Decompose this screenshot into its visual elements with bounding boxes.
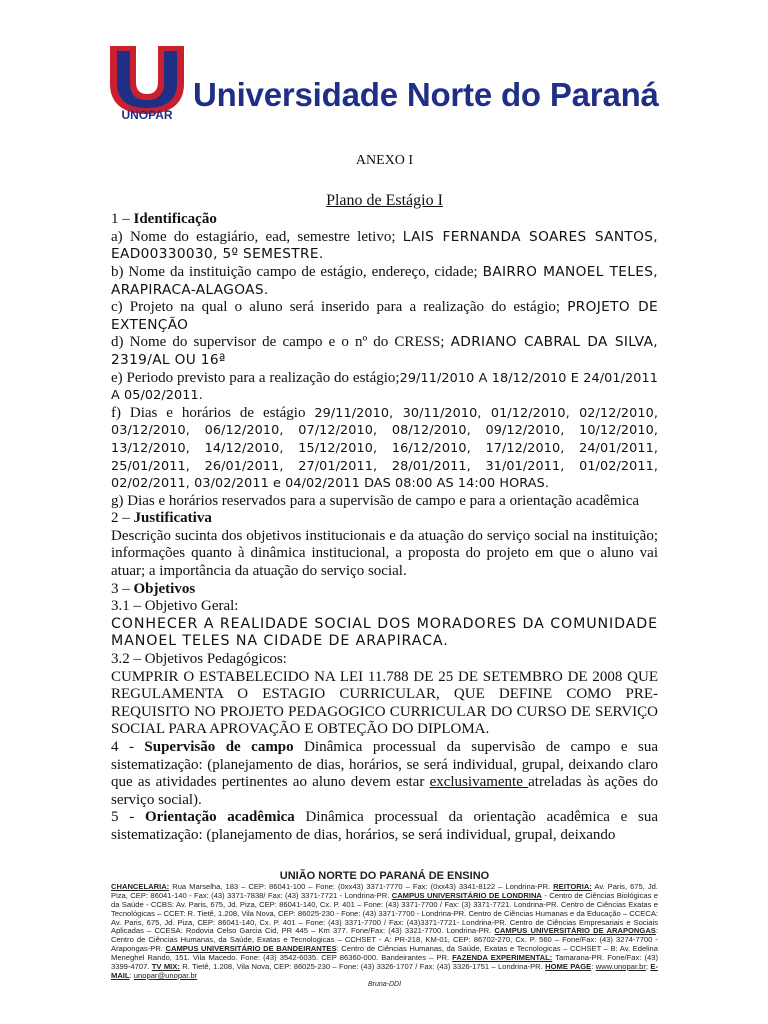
footer-addresses xyxy=(111,883,658,981)
footer-label-homepage: HOME PAGE xyxy=(545,962,592,972)
homepage-link[interactable]: www.unopar.br xyxy=(595,962,646,972)
item-b-value: BAIRRO MANOEL TELES, ARAPIRACA-ALAGOAS. xyxy=(111,263,658,298)
footer-label-campus-bandeirantes: CAMPUS UNIVERSITÁRIO DE BANDEIRANTES xyxy=(165,944,337,954)
section-orientacao xyxy=(111,809,658,844)
item-c-label: c) Projeto na qual o aluno será inserido para a realização do estágio; xyxy=(111,299,568,316)
item-b-label: b) Nome da instituição campo de estágio, endereço, cidade; xyxy=(111,263,483,280)
section-supervisao xyxy=(111,739,658,809)
section-title: Objetivos xyxy=(133,580,196,597)
item-b xyxy=(111,264,658,299)
supervisao-body-a: Dinâmica processual da supervisão de campo e sua sistematização: (planejamento de dias, horários, se será individual, grupal, deixando claro que as atividades pertinentes ao aluno devem estar xyxy=(111,739,658,791)
footer-text: - Centro de Ciências Biológicas e da Saúde - CCBS: Av. Paris, 675, Jd. Piza, CEP: 86041-140, Cx. P. 401 – Fone: (43) 3371-7700 / Fax: (3) 3371-7721. Londrina-PR. Centro de Ciências Exatas e Tecnológicas – CCET: R. Tietê, 1.208, Vila Nova, CEP: 86025-230 - Fone: (43) 3371-7700 - Londrina-PR. Centro de Ciências Humanas e da Educação – CCECA: Av. Paris, 675, Jd. Piza, CEP: 86041-140, Cx. P. 401 – Fone: (43) 3371-7700 / Fax: (43)3371-7721- Londrina-PR. Centro de Ciências Empresariais e Sociais Aplicadas – CCESA: Rodovia Celso Garcia Cid, PR 445 – Km 377. Fone/Fax: (43) 3321-7700. Londrina-PR. xyxy=(111,890,658,936)
footer-label-chancelaria: CHANCELARIA: xyxy=(111,881,170,891)
footer-text: Av. Paris, 675, Jd. Piza, CEP: 86041-140 - Fax: (43) 3371-7838/ Fax: (43) 3371-7721 - Londrina-PR. xyxy=(111,881,658,900)
objetivos-pedagogicos-body: CUMPRIR O ESTABELECIDO NA LEI 11.788 DE 25 DE SETEMBRO DE 2008 QUE REGULAMENTA O ESTAGIO CURRICULAR, QUE DEFINE COMO PRE-REQUISITO NO PROJETO PEDAGOGICO CURRICULAR DO CURSO DE SERVIÇO SOCIAL PARA APROVAÇÃO E OBTEÇÃO DO DIPLOMA. xyxy=(111,668,658,738)
footer-text: Rua Marselha, 183 – CEP: 86041-100 – Fone: (0xx43) 3371-7770 – Fax: (0xx43) 3341-8122 – Londrina-PR. xyxy=(169,881,554,891)
item-c xyxy=(111,299,658,334)
footer-title: UNIÃO NORTE DO PARANÁ DE ENSINO xyxy=(279,870,490,882)
supervisao-body-b: atreladas às ações do serviço social). xyxy=(111,774,659,808)
footer-label-email: E-MAIL xyxy=(111,962,658,980)
section-number: 4 - xyxy=(111,739,145,755)
footer-text: : Centro de Ciências Humanas, da Saúde, Exatas e Tecnologicas – CCHSET - A: PR-218, KM-01, CEP: 86702-270, Cx. P. 560 – Fone/Fax: (43) 3274-7700 - Arapongas-PR. xyxy=(111,926,659,954)
annex-label: ANEXO I xyxy=(355,153,414,168)
section-title: Justificativa xyxy=(133,510,212,527)
item-a-value: LAIS FERNANDA SOARES SANTOS, EAD00330030, 5º SEMESTRE. xyxy=(111,228,658,263)
item-c-value: PROJETO DE EXTENÇÃO xyxy=(111,299,658,333)
item-e xyxy=(111,370,658,405)
section-number: 5 - xyxy=(111,809,145,826)
justificativa-body: Descrição sucinta dos objetivos institucionais e da atuação do serviço social na instituição; informações quanto à dinâmica institucional, a proposta do projeto em que o aluno vai atuar; a importância da atuação do serviço social. xyxy=(111,527,658,580)
footer-text: R. Tietê, 1.208, Vila Nova, CEP: 86025-230 – Fone: (43) 3326-1707 / Fax: (43) 3326-1751 – Londrina-PR. xyxy=(179,962,546,972)
objetivos-pedagogicos-label: 3.2 – Objetivos Pedagógicos: xyxy=(111,651,287,668)
footer-label-campus-londrina: CAMPUS UNIVERSITÁRIO DE LONDRINA xyxy=(391,890,542,900)
footer-label-fazenda: FAZENDA EXPERIMENTAL: xyxy=(452,953,553,963)
item-d xyxy=(111,334,658,369)
item-e-label: e) Periodo previsto para a realização do estágio; xyxy=(111,369,400,386)
item-a-label: a) Nome do estagiário, ead, semestre letivo; xyxy=(111,228,403,245)
item-d-value: ADRIANO CABRAL DA SILVA, 2319/AL OU 16ª xyxy=(111,334,658,368)
footer-text: : Centro de Ciências Humanas, da Saúde, Exatas e Tecnologicas – CCHSET – B: Av. Edelina Meneghel Rando, 151. Vila Macedo. Fone: (43) 3542-6035. CEP 86360-000. Bandeirantes – PR. xyxy=(111,944,658,963)
footer-label-campus-arapongas: CAMPUS UNIVERSITÁRIO DE ARAPONGAS xyxy=(494,926,656,936)
item-f-value: 29/11/2010, 30/11/2010, 01/12/2010, 02/12/2010, 03/12/2010, 06/12/2010, 07/12/2010, 08/12/2010, 09/12/2010, 10/12/2010, 13/12/2010, 14/12/2010, 15/12/2010, 16/12/2010, 17/12/2010, 24/01/2011, 25/01/2011, 26/01/2011, 27/01/2011, 28/01/2011, 31/01/2011, 01/02/2011, 02/02/2011, 03/02/2011 e 04/02/2011 DAS 08:00 AS 14:00 HORAS. xyxy=(111,405,658,492)
document-footer xyxy=(111,872,658,990)
section-justificativa xyxy=(111,510,658,528)
section-number: 3 – xyxy=(111,580,134,597)
objetivo-geral-label: 3.1 – Objetivo Geral: xyxy=(111,598,239,615)
email-link[interactable]: unopar@unopar.br xyxy=(133,970,198,980)
university-name: Universidade Norte do Paraná xyxy=(193,76,659,113)
footer-text: : xyxy=(591,962,596,972)
footer-text: Tamarana-PR. Fone/Fax: (43) 3399-4707. xyxy=(111,953,659,972)
footer-text: : xyxy=(129,970,134,980)
section-identificacao xyxy=(111,211,658,229)
document-header xyxy=(108,44,728,120)
item-a xyxy=(111,229,658,264)
footer-signature: Bruna-DDI xyxy=(367,980,402,988)
item-g: g) Dias e horários reservados para a supervisão de campo e para a orientação acadêmica xyxy=(111,492,640,509)
section-number: 2 – xyxy=(111,510,134,527)
document-body xyxy=(111,152,658,845)
section-title: Supervisão de campo xyxy=(144,739,294,755)
plan-title: Plano de Estágio I xyxy=(326,191,443,209)
logo-text: UNOPAR xyxy=(121,108,173,120)
item-e-value: 29/11/2010 A 18/12/2010 E 24/01/2011 A 05/02/2011. xyxy=(111,370,659,404)
objetivo-geral-body: CONHECER A REALIDADE SOCIAL DOS MORADORES DA COMUNIDADE MANOEL TELES NA CIDADE DE ARAPIRACA. xyxy=(111,615,658,650)
orientacao-body: Dinâmica processual da orientação acadêmica e sua sistematização: (planejamento de dias, horários, se será individual, grupal, deixando xyxy=(111,809,659,843)
footer-text: ; xyxy=(645,962,651,972)
footer-label-tvmix: TV MIX: xyxy=(151,962,180,972)
item-f xyxy=(111,405,658,493)
section-title: Orientação acadêmica xyxy=(144,809,295,826)
footer-label-reitoria: REITORIA: xyxy=(553,881,592,891)
section-number: 1 – xyxy=(111,211,134,228)
section-title: Identificação xyxy=(133,211,217,228)
item-f-label: f) Dias e horários de estágio xyxy=(111,404,315,421)
item-d-label: d) Nome do supervisor de campo e o nº do CRESS; xyxy=(111,334,451,351)
section-objetivos xyxy=(111,581,658,599)
unopar-logo xyxy=(108,44,186,120)
supervisao-emphasis: exclusivamente xyxy=(429,774,529,791)
